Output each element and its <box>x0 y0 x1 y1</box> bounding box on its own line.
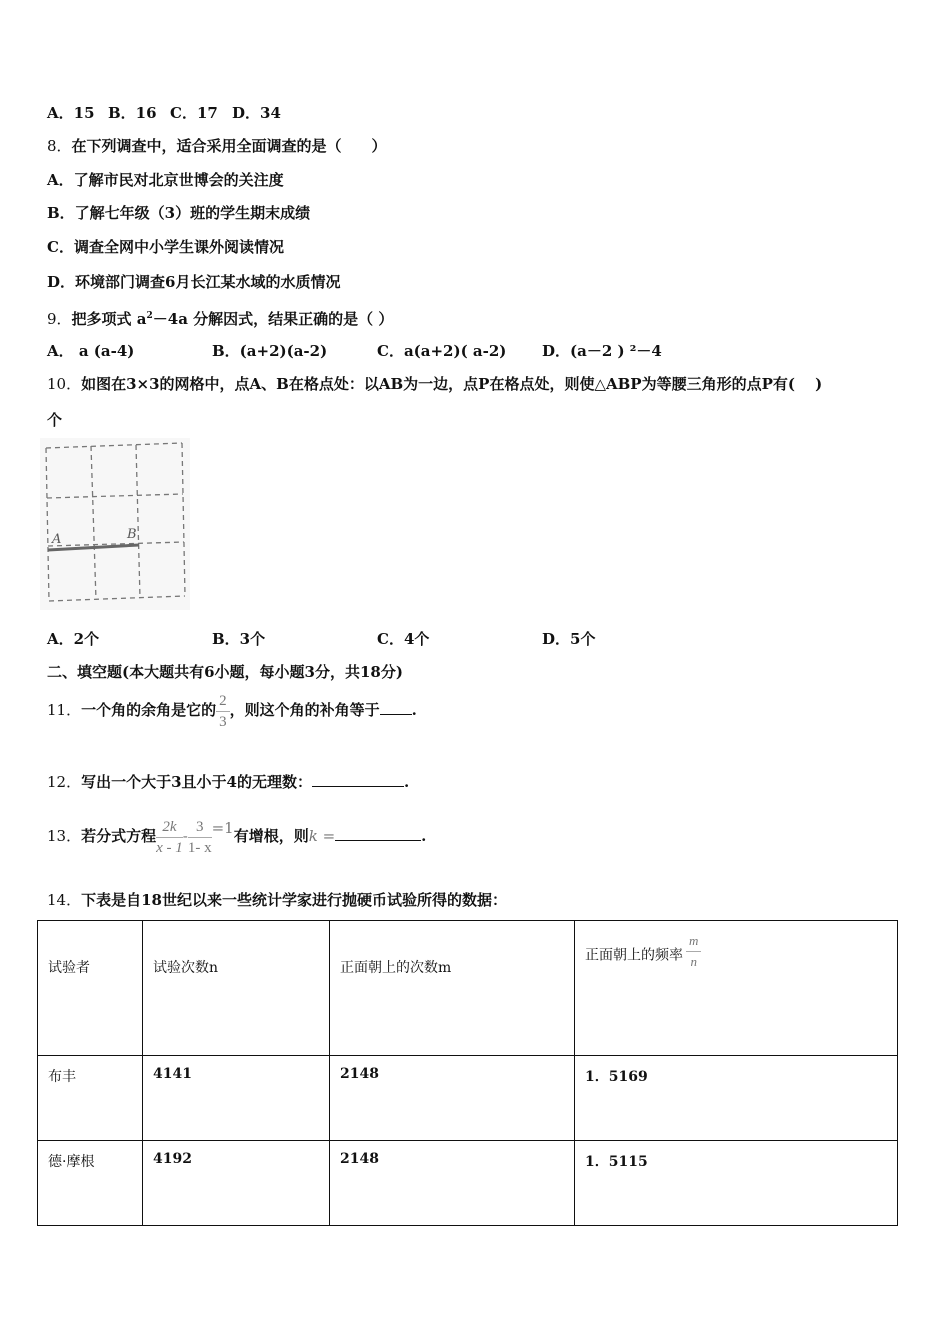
q-text: －4a 分解因式，结果正确的是（ ） <box>152 310 394 328</box>
q-text: 有增根，则 <box>233 827 309 845</box>
q-text: 把多项式 a <box>71 310 147 328</box>
grid-figure <box>40 438 190 610</box>
fraction-m-n <box>686 931 701 972</box>
q-number: 13． <box>47 827 82 845</box>
minus-sign: - <box>182 827 188 845</box>
cell: 2148 <box>330 1141 575 1226</box>
q7-option-d: D．34 <box>232 104 281 122</box>
q10-option-a: A．2个 <box>47 630 100 648</box>
q10-option-d: D．5个 <box>542 630 596 648</box>
label-a: A <box>52 532 62 547</box>
q-text: ，则这个角的补角等于 <box>229 701 380 719</box>
fraction <box>216 691 230 732</box>
q-text: 下表是自18世纪以来一些统计学家进行抛硬币试验所得的数据： <box>81 891 507 909</box>
denominator: n <box>690 954 697 969</box>
q7-option-c: C．17 <box>170 104 218 122</box>
q13 <box>47 806 426 858</box>
q-number: 8． <box>47 137 72 155</box>
period: . <box>403 773 410 791</box>
q10-option-c: C．4个 <box>377 630 430 648</box>
q8-option-b: B．了解七年级（3）班的学生期末成绩 <box>47 204 311 222</box>
q8-option-c: C．调查全网中小学生课外阅读情况 <box>47 238 284 256</box>
q-text: 如图在3×3的网格中，点A、B在格点处：以AB为一边，点P在格点处，则使△ABP为等腰三角形的点P有( ) <box>81 375 823 393</box>
q-text: 若分式方程 <box>81 827 157 845</box>
q-number: 9． <box>47 310 72 328</box>
cell: 4192 <box>143 1141 330 1226</box>
q9-option-c: C．a(a+2)( a-2) <box>377 342 507 360</box>
q8-option-d: D．环境部门调查6月长江某水域的水质情况 <box>47 273 341 291</box>
equals-one: =1 <box>211 819 234 837</box>
cell: 布丰 <box>38 1056 143 1141</box>
answer-blank[interactable] <box>335 826 421 841</box>
q10-stem <box>47 374 822 394</box>
q8-stem <box>47 136 387 156</box>
q12 <box>47 772 409 792</box>
cell: 2148 <box>330 1056 575 1141</box>
numerator: 3 <box>188 817 212 838</box>
q-number: 12． <box>47 773 82 791</box>
q9-option-d: D．(a－2 ) ²－4 <box>542 342 662 360</box>
q-number: 11． <box>47 701 82 719</box>
section-2-heading: 二、填空题(本大题共有6小题，每小题3分，共18分) <box>47 663 403 681</box>
fraction-1 <box>156 817 183 858</box>
header-cell: 试验者 <box>38 921 143 1056</box>
fraction-2 <box>188 817 212 858</box>
table-header-row <box>38 921 898 1056</box>
denominator: x - 1 <box>156 839 183 856</box>
header-cell: 正面朝上的次数m <box>330 921 575 1056</box>
numerator: m <box>686 931 701 952</box>
q7-option-a: A．15 <box>47 104 95 122</box>
q-text: 一个角的余角是它的 <box>81 701 217 719</box>
cell: 4141 <box>143 1056 330 1141</box>
q9-stem <box>47 306 393 329</box>
table-row <box>38 1141 898 1226</box>
header-cell: 试验次数n <box>143 921 330 1056</box>
q8-option-a: A．了解市民对北京世博会的关注度 <box>47 171 284 189</box>
cell: 1．5169 <box>575 1056 898 1141</box>
q-text: 写出一个大于3且小于4的无理数： <box>81 773 312 791</box>
q10-option-b: B．3个 <box>212 630 266 648</box>
denominator: 3 <box>219 713 227 730</box>
period: . <box>411 701 417 719</box>
denominator: 1- x <box>187 839 212 856</box>
variable-k: k = <box>308 827 336 845</box>
period: . <box>421 827 427 845</box>
q-text: 在下列调查中，适合采用全面调查的是（ ） <box>71 137 387 155</box>
superscript: 2 <box>146 311 153 321</box>
coin-toss-table <box>37 920 898 1226</box>
q10-stem-cont: 个 <box>47 411 63 429</box>
q-number: 10． <box>47 375 82 393</box>
answer-blank[interactable] <box>312 772 404 787</box>
q11 <box>47 688 417 732</box>
q9-option-b: B．(a+2)(a-2) <box>212 342 328 360</box>
answer-blank[interactable] <box>380 700 412 715</box>
table-row <box>38 1056 898 1141</box>
numerator: 2k <box>156 817 183 838</box>
label-b: B <box>127 527 137 542</box>
cell: 1．5115 <box>575 1141 898 1226</box>
numerator: 2 <box>216 691 230 712</box>
q9-option-a: A． a (a-4) <box>47 342 135 360</box>
q-number: 14． <box>47 891 82 909</box>
header-text: 正面朝上的频率 <box>585 947 683 964</box>
q14-stem <box>47 890 507 910</box>
cell: 德·摩根 <box>38 1141 143 1226</box>
header-cell <box>575 921 898 1056</box>
q7-option-b: B．16 <box>108 104 157 122</box>
